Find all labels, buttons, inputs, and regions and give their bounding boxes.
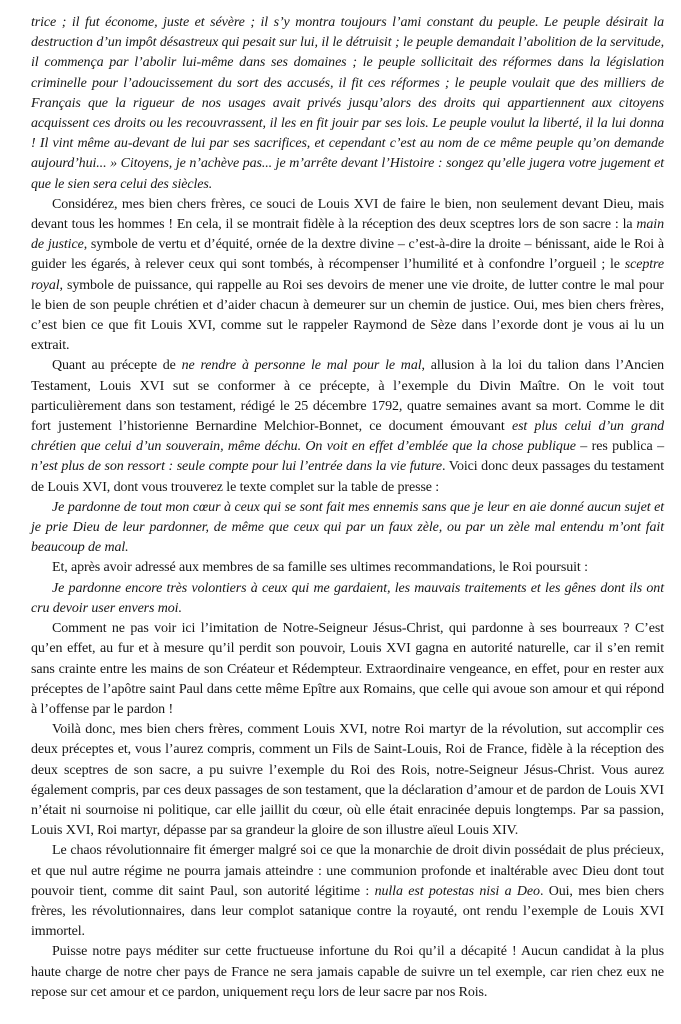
paragraph-testament-quote-2 xyxy=(31,579,664,619)
text-run: Puisse notre pays méditer sur cette fructueuse infortune du Roi qu’il a décapité ! Aucun candidat à la plus haute charge de notre cher pays de France ne sera jamais capable de suivre un tel exemple, car rien chez eux ne repose sur cet amour et ce pardon, uniquement reçu lors de leur sacre par nos Rois. xyxy=(31,944,664,1000)
text-run: ne rendre à personne le mal pour le mal xyxy=(181,358,422,374)
paragraph-testament-intro xyxy=(31,356,664,497)
text-run: Voilà donc, mes bien chers frères, comment Louis XVI, notre Roi martyr de la révolution, sut accomplir ces deux préceptes et, vous l’aurez compris, comment un Fils de Saint-Louis, Roi de France, fidèle à la réception des deux sceptres de son sacre, a pu suivre l’exemple du Roi des Rois, notre-Seigneur Jésus-Christ. Vous aurez également compris, par ces deux passages de son testament, que la déclaration d’amour et de pardon de Louis XVI n’était ni sournoise ni politique, car elle jaillit du cœur, où elle était enracinée depuis longtemps. Par sa passion, Louis XVI, Roi martyr, dépasse par sa grandeur la gloire de son illustre aïeul Louis XIV. xyxy=(31,722,664,839)
text-run: Et, après avoir adressé aux membres de sa famille ses ultimes recommandations, le Roi poursuit : xyxy=(52,560,588,576)
paragraph-monarchy-communion xyxy=(31,841,664,942)
paragraph-final-exhortation xyxy=(31,942,664,1003)
text-run: Considérez, mes bien chers frères, ce souci de Louis XVI de faire le bien, non seulement devant Dieu, mais devant tous les hommes ! En cela, il se montrait fidèle à la réception des deux sceptres lors de son sacre : la xyxy=(31,196,664,233)
text-run: . Voici donc deux passages du testament de Louis XVI, dont vous trouverez le texte complet sur la table de presse : xyxy=(31,459,664,495)
text-run: n’est plus de son ressort : seule compte pour lui l’entrée dans la vie future xyxy=(31,459,443,475)
text-run: Je pardonne de tout mon cœur à ceux qui se sont fait mes ennemis sans que je leur en aie donné aucun sujet et je prie Dieu de leur pardonner, de même que ceux qui par un faux zèle, ou par un zèle mal entendu m’ont fait beaucoup de mal. xyxy=(31,499,664,556)
text-run: Comment ne pas voir ici l’imitation de Notre-Seigneur Jésus-Christ, qui pardonne à ses bourreaux ? C’est qu’en effet, au fur et à mesure qu’il perdit son pouvoir, Louis XVI gagna en autorité naturelle, car il s’en remit sans crainte entre les mains de son Créateur et Rédempteur. Extraordinaire vengeance, en effet, pour en rester aux préceptes de l’apôtre saint Paul dans cette même Epître aux Romains, que celle qui avoue son amour et qui répond à l’offense par le pardon ! xyxy=(31,621,664,717)
text-run: , allusion à la loi du talion dans l’Ancien Testament, Louis XVI sut se conformer à ce précepte, à l’exemple du Divin Maître. On le voit tout particulièrement dans son testament, rédigé le 25 décembre 1792, quatre semaines avant sa mort. Comme le dit fort justement l’historienne Bernardine Melchior-Bonnet, ce document émouvant xyxy=(31,358,664,435)
text-run: Quant au précepte de xyxy=(52,358,182,374)
text-run: , symbole de puissance, qui rappelle au Roi ses devoirs de mener une vie droite, de lutter contre le mal pour le bien de son peuple chrétien et d’aider chacun à demeurer sur un chemin de justice. Oui, mes bien chers frères, c’est bien ce que fit Louis XVI, comme sut le rappeler Raymond de Sèze dans l’exorde dont je vous ai lu un extrait. xyxy=(31,277,664,354)
text-run: sceptre royal xyxy=(31,257,664,293)
paragraph-imitation xyxy=(31,619,664,720)
text-run: Le chaos révolutionnaire fit émerger malgré soi ce que la monarchie de droit divin possédait de plus précieux, et que nul autre régime ne pourra jamais atteindre : une communion profonde et inaltérable avec Dieu dont tout pouvoir tient, comme dit saint Paul, son autorité légitime : xyxy=(31,843,664,899)
paragraph-testament-quote-1 xyxy=(31,498,664,559)
text-run: – res publica – xyxy=(575,439,664,455)
text-run: main de justice xyxy=(31,217,664,253)
text-run: nulla est potestas nisi a Deo xyxy=(374,883,540,899)
paragraph-two-sceptres xyxy=(31,195,664,357)
text-run: , symbole de vertu et d’équité, ornée de la dextre divine – c’est-à-dire la droite – bénissant, aide le Roi à guider les égarés, à relever ceux qui sont tombés, à récompenser l’humilité et à confondre l’orgueil ; le xyxy=(31,237,664,273)
text-run: . Oui, mes bien chers frères, les révolutionnaires, dans leur complot satanique contre la royauté, ont rendu l’exemple de Louis XVI immortel. xyxy=(31,883,665,940)
text-run: Je pardonne encore très volontiers à ceux qui me gardaient, les mauvais traitements et les gênes dont ils ont cru devoir user envers moi. xyxy=(31,580,664,616)
paragraph-transition xyxy=(31,558,664,578)
text-run: est plus celui d’un grand chrétien que celui d’un souverain, même déchu. On voit en effet d’emblée que la chose publique xyxy=(31,419,664,455)
paragraph-continuation-quote xyxy=(31,13,664,195)
text-run: trice ; il fut économe, juste et sévère ; il s’y montra toujours l’ami constant du peuple. Le peuple désirait la destruction d’un impôt désastreux qui pesait sur lui, il le détruisit ; le peuple demandait l’abolition de la servitude, il commença par l’abolir lui-même dans ses domaines ; le peuple sollicitait des réformes dans la législation criminelle pour l’adoucissement du sort des accusés, il fit ces réformes ; le peuple voulait que des milliers de Français que la rigueur de nos usages avait privés jusqu’alors des droits qui appartiennent aux citoyens acquissent ces droits ou les recouvrassent, il les en fit jouir par ses lois. Le peuple voulut la liberté, il la lui donna ! Il vint même au-devant de lui par ses sacrifices, et cependant c’est au nom de ce même peuple qu’on demande aujourd’hui... » Citoyens, je n’achève pas... je m’arrête devant l’Histoire : songez qu’elle jugera votre jugement et que le sien sera celui des siècles. xyxy=(31,15,664,192)
paragraph-conclusion-sceptres xyxy=(31,720,664,841)
